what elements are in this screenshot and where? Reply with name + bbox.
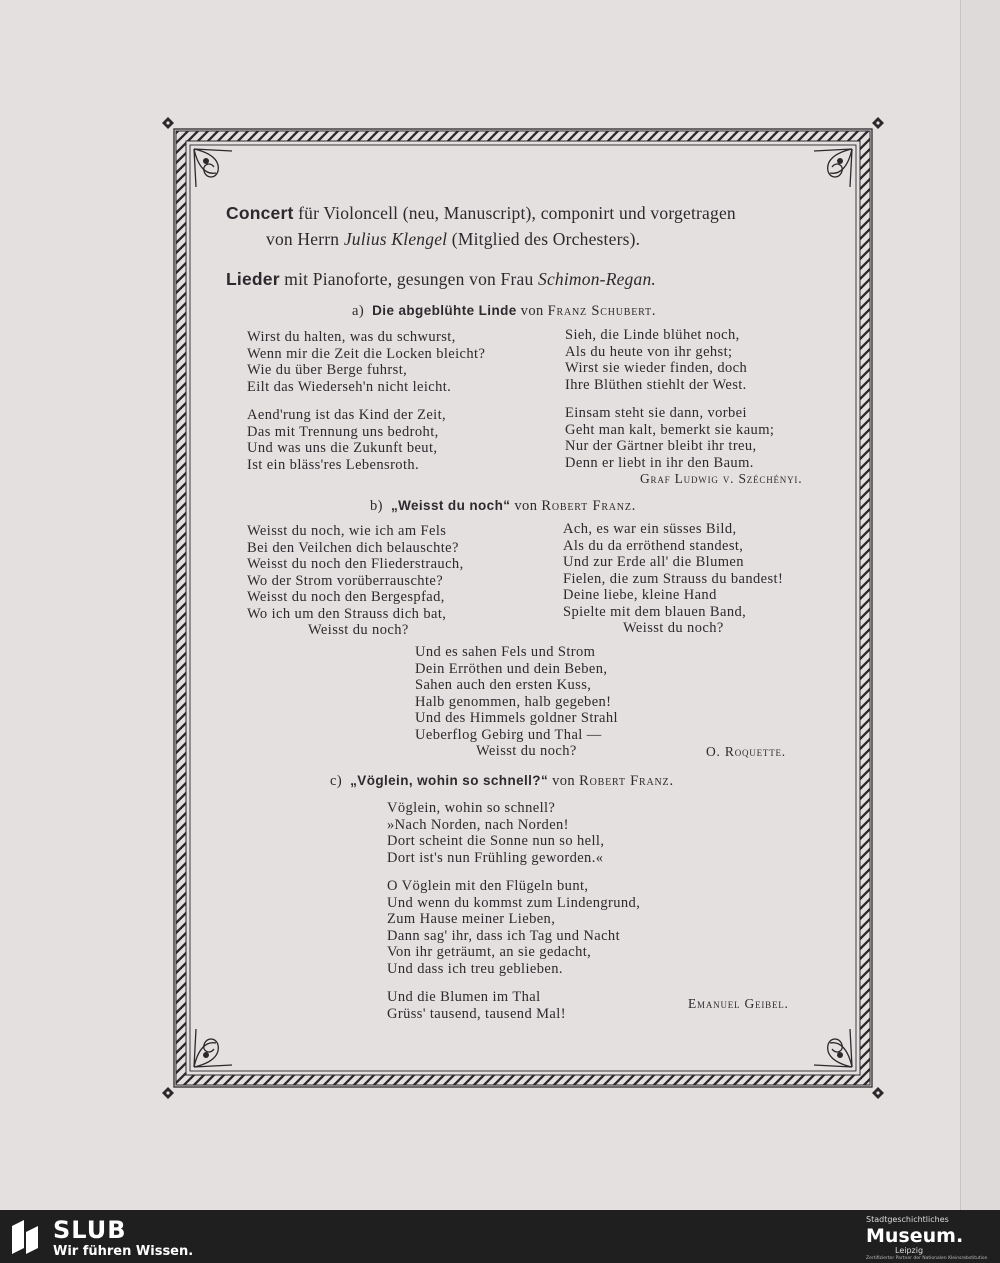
song-a-marker: a) — [352, 303, 365, 319]
lieder-line — [226, 269, 656, 290]
museum-top-text: Stadtgeschichtliches — [866, 1215, 949, 1224]
slub-wordmark: SLUB — [53, 1216, 127, 1244]
poem-line: Als du da erröthend standest, — [563, 537, 744, 554]
slub-logo-icon — [10, 1218, 46, 1256]
poem-line: Weisst du noch, wie ich am Fels — [247, 523, 447, 539]
footer-bar — [0, 1210, 1000, 1263]
song-a-heading — [352, 303, 656, 320]
poem-line: Zum Hause meiner Lieben, — [387, 911, 556, 927]
concert-text-end: (Mitglied des Orchesters). — [447, 229, 641, 249]
singer-name: Schimon-Regan. — [538, 269, 656, 289]
poem-line: Geht man kalt, bemerkt sie kaum; — [565, 421, 775, 438]
song-c-title: „Vöglein, wohin so schnell?“ — [350, 773, 549, 788]
poem-line: Und was uns die Zukunft beut, — [247, 440, 438, 456]
poem-line: Und dass ich treu geblieben. — [387, 960, 563, 977]
song-a-poet: Graf Ludwig v. Széchényi. — [640, 471, 803, 486]
poem-line: O Vöglein mit den Flügeln bunt, — [387, 878, 589, 894]
poem-line: Wo der Strom vorüberrauschte? — [247, 572, 444, 589]
song-b-title: „Weisst du noch“ — [390, 498, 511, 513]
poem-line: Dann sag' ihr, dass ich Tag und Nacht — [387, 927, 621, 944]
poem-line: Spielte mit dem blauen Band, — [563, 603, 747, 620]
poem-line: Eilt das Wiederseh'n nicht leicht. — [247, 378, 452, 395]
museum-city: Leipzig — [895, 1246, 924, 1255]
song-a-composer: Franz Schubert. — [547, 303, 657, 319]
poem-line: Dort ist's nun Frühling geworden.« — [387, 849, 604, 866]
poem-line: Und des Himmels goldner Strahl — [415, 710, 618, 726]
song-c-heading — [330, 773, 674, 790]
slub-tagline: Wir führen Wissen. — [53, 1244, 194, 1259]
poem-line: Und wenn du kommst zum Lindengrund, — [387, 894, 641, 911]
poem-line: Ihre Blüthen stiehlt der West. — [565, 376, 747, 393]
poem-line: Bei den Veilchen dich belauschte? — [247, 539, 459, 556]
concert-text: für Violoncell (neu, Manuscript), componirt und vorgetragen — [293, 203, 736, 223]
concert-label: Concert — [226, 203, 294, 223]
poem-line: Und zur Erde all' die Blumen — [563, 554, 744, 570]
poem-line: Wo ich um den Strauss dich bat, — [247, 605, 447, 622]
poem-line: Und es sahen Fels und Strom — [415, 644, 596, 660]
poem-line: Das mit Trennung uns bedroht, — [247, 423, 439, 440]
poem-line: Von ihr geträumt, an sie gedacht, — [387, 944, 592, 960]
song-a-von: von — [516, 303, 548, 319]
poem-line: Weisst du noch? — [308, 622, 409, 638]
song-c-marker: c) — [330, 773, 343, 789]
song-b-poet: O. Roquette. — [706, 744, 786, 759]
performer-name: Julius Klengel — [343, 229, 448, 249]
poem-line: Wirst sie wieder finden, doch — [565, 360, 748, 376]
poem-line: Dein Erröthen und dein Beben, — [415, 660, 608, 677]
poem-line: Nur der Gärtner bleibt ihr treu, — [565, 438, 757, 454]
poem-line: Aend'rung ist das Kind der Zeit, — [247, 407, 447, 423]
song-b-marker: b) — [370, 498, 383, 514]
lieder-label: Lieder — [226, 269, 280, 289]
song-c-poet: Emanuel Geibel. — [688, 996, 789, 1011]
poem-line: Grüss' tausend, tausend Mal! — [387, 1005, 566, 1022]
song-c-composer: Robert Franz. — [579, 773, 674, 789]
song-b-composer: Robert Franz. — [541, 498, 637, 514]
concert-line-1 — [226, 203, 736, 224]
poem-line: Vöglein, wohin so schnell? — [387, 800, 556, 816]
poem-line: Ueberflog Gebirg und Thal — — [415, 726, 602, 743]
poem-line: Einsam steht sie dann, vorbei — [565, 405, 747, 421]
poem-line: Fielen, die zum Strauss du bandest! — [563, 570, 784, 587]
museum-wordmark: Museum. — [866, 1225, 964, 1247]
song-a-title: Die abgeblühte Linde — [372, 303, 517, 318]
poem-line: Und die Blumen im Thal — [387, 989, 541, 1005]
poem-line: Weisst du noch? — [476, 743, 577, 759]
poem-line: Deine liebe, kleine Hand — [563, 587, 717, 603]
poem-line: Ach, es war ein süsses Bild, — [563, 521, 737, 537]
lieder-text: mit Pianoforte, gesungen von Frau — [279, 269, 538, 289]
poem-line: Wirst du halten, was du schwurst, — [247, 329, 456, 345]
poem-line: Denn er liebt in ihr den Baum. — [565, 454, 754, 471]
poem-line: Sahen auch den ersten Kuss, — [415, 677, 592, 693]
poem-line: Wie du über Berge fuhrst, — [247, 362, 408, 378]
song-b-heading — [370, 498, 636, 515]
concert-von: von Herrn — [266, 229, 344, 249]
song-b-von: von — [510, 498, 542, 514]
poem-line: Ist ein bläss'res Lebensroth. — [247, 456, 420, 473]
poem-line: »Nach Norden, nach Norden! — [387, 816, 569, 833]
poem-line: Dort scheint die Sonne nun so hell, — [387, 833, 605, 849]
song-c-von: von — [548, 773, 580, 789]
poem-line: Halb genommen, halb gegeben! — [415, 693, 612, 710]
concert-line-2 — [266, 229, 640, 250]
poem-line: Weisst du noch? — [623, 620, 724, 636]
poem-line: Wenn mir die Zeit die Locken bleicht? — [247, 345, 486, 362]
poem-line: Als du heute von ihr gehst; — [565, 343, 733, 360]
poem-line: Sieh, die Linde blühet noch, — [565, 327, 740, 343]
poem-line: Weisst du noch den Bergespfad, — [247, 589, 445, 605]
poem-line: Weisst du noch den Fliederstrauch, — [247, 556, 464, 572]
museum-partner-text: Zertifizierter Partner der Nationalen Kleinsrebstitution — [866, 1256, 988, 1261]
